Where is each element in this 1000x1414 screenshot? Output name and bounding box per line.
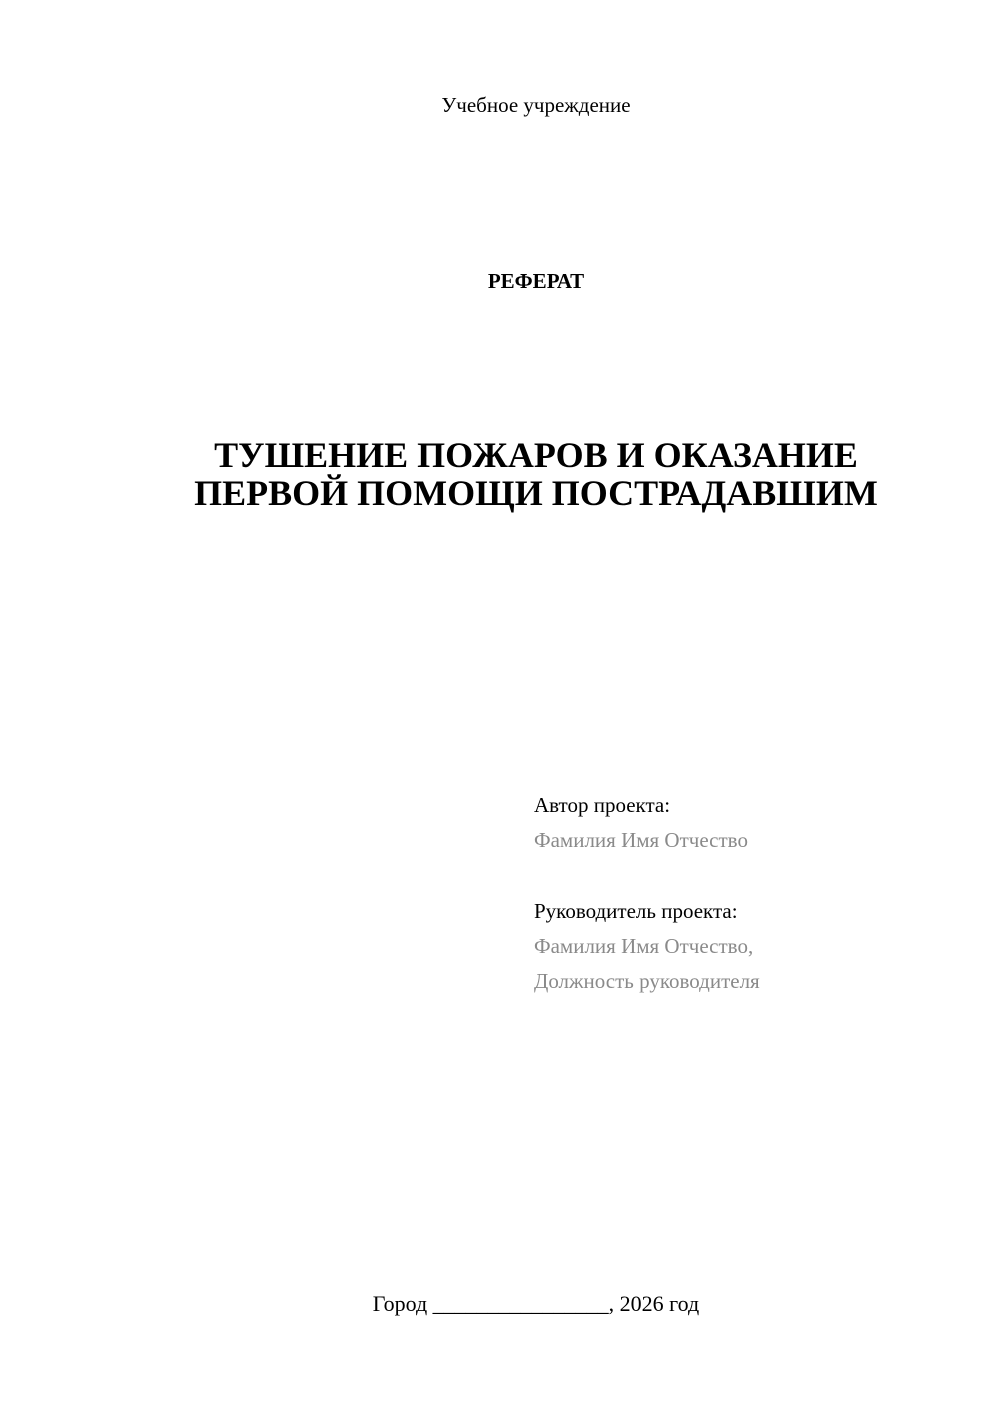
city-year-line: Город ________________, 2026 год — [372, 1291, 700, 1316]
supervisor-position: Должность руководителя — [534, 969, 760, 993]
info-spacer — [534, 858, 974, 894]
project-info-block — [534, 788, 974, 999]
document-title-line-2: ПЕРВОЙ ПОМОЩИ ПОСТРАДАВШИМ — [194, 473, 878, 513]
document-title — [0, 436, 1000, 512]
author-label: Автор проекта: — [534, 793, 671, 817]
supervisor-name: Фамилия Имя Отчество, — [534, 934, 754, 958]
document-type: РЕФЕРАТ — [487, 269, 585, 293]
author-name: Фамилия Имя Отчество — [534, 828, 748, 852]
institution-name: Учебное учреждение — [441, 93, 631, 117]
supervisor-label: Руководитель проекта: — [534, 899, 738, 923]
document-title-line-1: ТУШЕНИЕ ПОЖАРОВ И ОКАЗАНИЕ — [214, 435, 858, 475]
